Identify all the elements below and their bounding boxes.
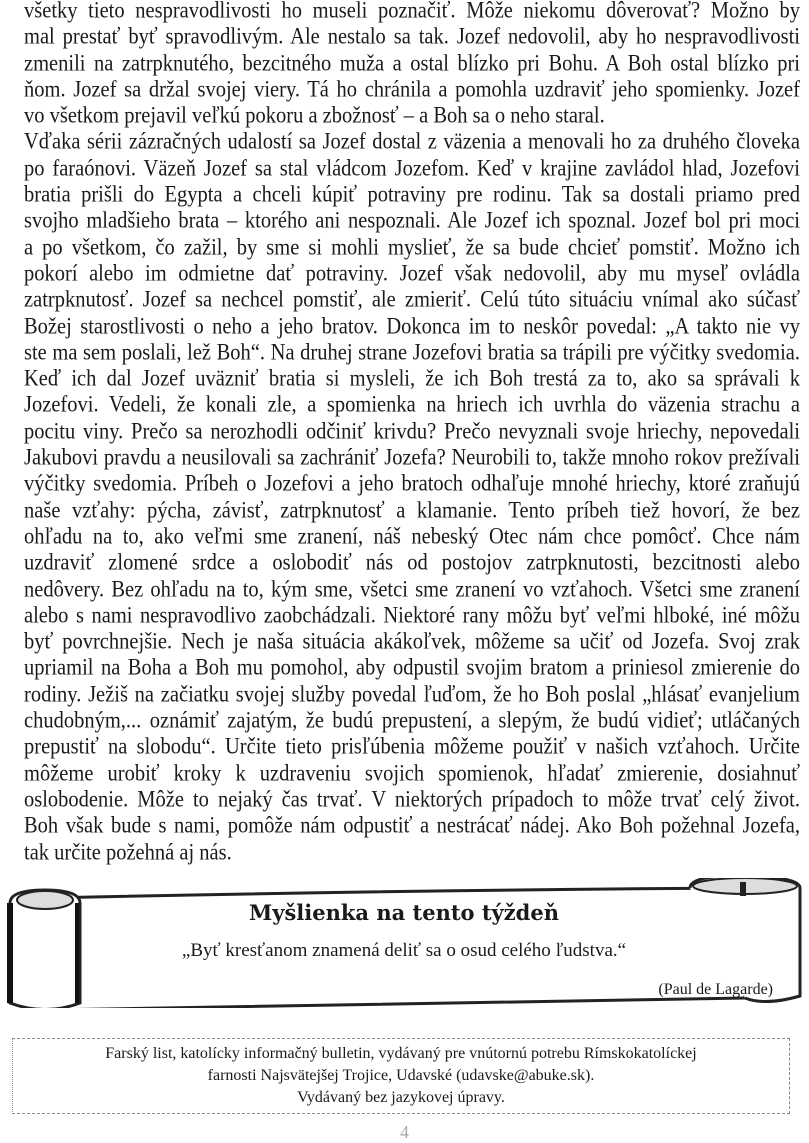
article-line: môžeme urobiť kroky k uzdraveniu svojich spomienok, hľadať zmierenie, dosiahnuť bbox=[24, 761, 800, 786]
article-line: ohľadu na to, ako veľmi sme zranení, náš nebeský Otec nám chce pomôcť. Chce nám bbox=[24, 524, 800, 550]
footer-line-2: farnosti Najsvätejšej Trojice, Udavské (udavske@abuke.sk). bbox=[207, 1067, 595, 1084]
article-line: tak určite požehná aj nás. bbox=[24, 840, 232, 865]
article-line: Keď ich dal Jozef uväzniť bratia si mysleli, že ich Boh trestá za to, ako sa správali k bbox=[24, 366, 800, 392]
article-line: Božej starostlivosti o neho a jeho bratov. Dokonca im to neskôr povedal: „A takto nie vy bbox=[24, 314, 800, 339]
article-line: pokorí alebo im odmietne dať potraviny. Jozef však nedovolil, aby mu myseľ ovládla bbox=[24, 261, 800, 287]
article-line: po faraónovi. Väzeň Jozef sa stal vládcom Jozefom. Keď v krajine zavládol hlad, Jozefovi bbox=[24, 156, 800, 182]
thought-of-week-scroll bbox=[5, 878, 803, 1008]
article-line: Jozefovi. Vedeli, že konali zle, a spomienka na hriech ich uvrhla do väzenia strachu a bbox=[24, 393, 800, 418]
article-line: zmenili na zatrpknutého, bezcitného muža a ostal blízko pri Bohu. A Boh ostal blízko pri bbox=[24, 51, 800, 76]
article-line: naše vzťahy: pýcha, závisť, zatrpknutosť a klamanie. Tento príbeh tiež hovorí, že bez bbox=[24, 498, 800, 523]
article-line: bratia prišli do Egypta a chceli kúpiť potraviny pre rodinu. Tak sa dostali priamo pred bbox=[24, 182, 800, 208]
footer-line-1: Farský list, katolícky informačný bulletin, vydávaný pre vnútornú potrebu Rímskokatolíckej bbox=[105, 1045, 697, 1062]
article-line: upriamil na Boha a Boh mu pomohol, aby odpustil svojim bratom a priniesol zmierenie do bbox=[24, 656, 800, 681]
article-line: ste ma sem poslali, lež Boh“. Na druhej strane Jozefovi bratia sa trápili pre výčitky svedomia. bbox=[24, 340, 800, 366]
article-line: alebo s nami nespravodlivo zaobchádzali. Niektoré rany môžu byť veľmi hlboké, iné môžu bbox=[24, 603, 800, 629]
article-line: mal prestať byť spravodlivým. Ale nestalo sa tak. Jozef nedovolil, aby ho nespravodlivosti bbox=[24, 24, 800, 50]
article-line: svojho mladšieho brata – ktorého ani nespoznali. Ale Jozef ich spoznal. Jozef bol pri moci bbox=[24, 209, 800, 234]
article-line: Vďaka sérii zázračných udalostí sa Jozef dostal z väzenia a menovali ho za druhého človeka bbox=[24, 130, 800, 155]
article-line: oslobodenie. Môže to nejaký čas trvať. V niektorých prípadoch to môže trvať celý život. bbox=[24, 787, 800, 813]
article-line: prepustiť na slobodu“. Určite tieto prisľúbenia môžeme použiť v našich vzťahoch. Určite bbox=[24, 734, 800, 760]
article-line: byť povrchnejšie. Nech je naša situácia akákoľvek, môžeme sa učiť od Jozefa. Svoj zrak bbox=[24, 629, 800, 655]
thought-author: (Paul de Lagarde) bbox=[658, 981, 773, 998]
article-line: všetky tieto nespravodlivosti ho museli poznačiť. Môže niekomu dôverovať? Možno by bbox=[24, 0, 800, 24]
page-number: 4 bbox=[400, 1122, 409, 1142]
article-line: nedôvery. Bez ohľadu na to, kým sme, všetci sme zranení vo vzťahoch. Všetci sme zranení bbox=[24, 577, 800, 602]
article-line: rodiny. Ježiš na začiatku svojej služby povedal ľuďom, že ho Boh poslal „hlásať evanjelium bbox=[24, 682, 800, 708]
thought-quote: „Byť kresťanom znamená deliť sa o osud celého ľudstva.“ bbox=[181, 940, 627, 961]
article-line: uzdraviť zlomené srdce a oslobodiť nás od postojov zatrpknutosti, bezcitnosti alebo bbox=[24, 550, 800, 576]
article-line: vo všetkom prejavil veľkú pokoru a zbožnosť – a Boh sa o neho staral. bbox=[24, 103, 605, 129]
publication-info-box bbox=[12, 1038, 790, 1114]
article-body bbox=[24, 0, 800, 866]
footer-line-3: Vydávaný bez jazykovej úpravy. bbox=[297, 1089, 505, 1106]
article-line: zatrpknutosť. Jozef sa nechcel pomstiť, ale zmieriť. Celú túto situáciu vnímal ako súčasť bbox=[24, 287, 800, 313]
article-line: chudobným,... oznámiť zajatým, že budú prepustení, a slepým, že budú vidieť; utláčaných bbox=[24, 708, 800, 734]
article-line: pocitu viny. Prečo sa nerozhodli odčiniť krivdu? Prečo nevyznali svoje hriechy, nepovedali bbox=[24, 419, 800, 445]
article-line: Boh však bude s nami, pomôže nám odpustiť a nestrácať nádej. Ako Boh požehnal Jozefa, bbox=[24, 813, 800, 839]
thought-title: Myšlienka na tento týždeň bbox=[249, 900, 559, 925]
article-line: výčitky svedomia. Príbeh o Jozefovi a jeho bratoch odhaľuje mnohé hriechy, ktoré zraňujú bbox=[24, 472, 800, 497]
article-line: ňom. Jozef sa držal svojej viery. Tá ho chránila a pomohla uzdraviť jeho spomienky. Jozef bbox=[24, 77, 800, 103]
article-line: Jakubovi pravdu a neusilovali sa zachrániť Jozefa? Neurobili to, takže mnoho rokov prežívali bbox=[24, 445, 800, 471]
article-line: a po všetkom, čo zažil, by sme si mohli myslieť, že sa bude chcieť pomstiť. Možno ich bbox=[24, 235, 800, 260]
